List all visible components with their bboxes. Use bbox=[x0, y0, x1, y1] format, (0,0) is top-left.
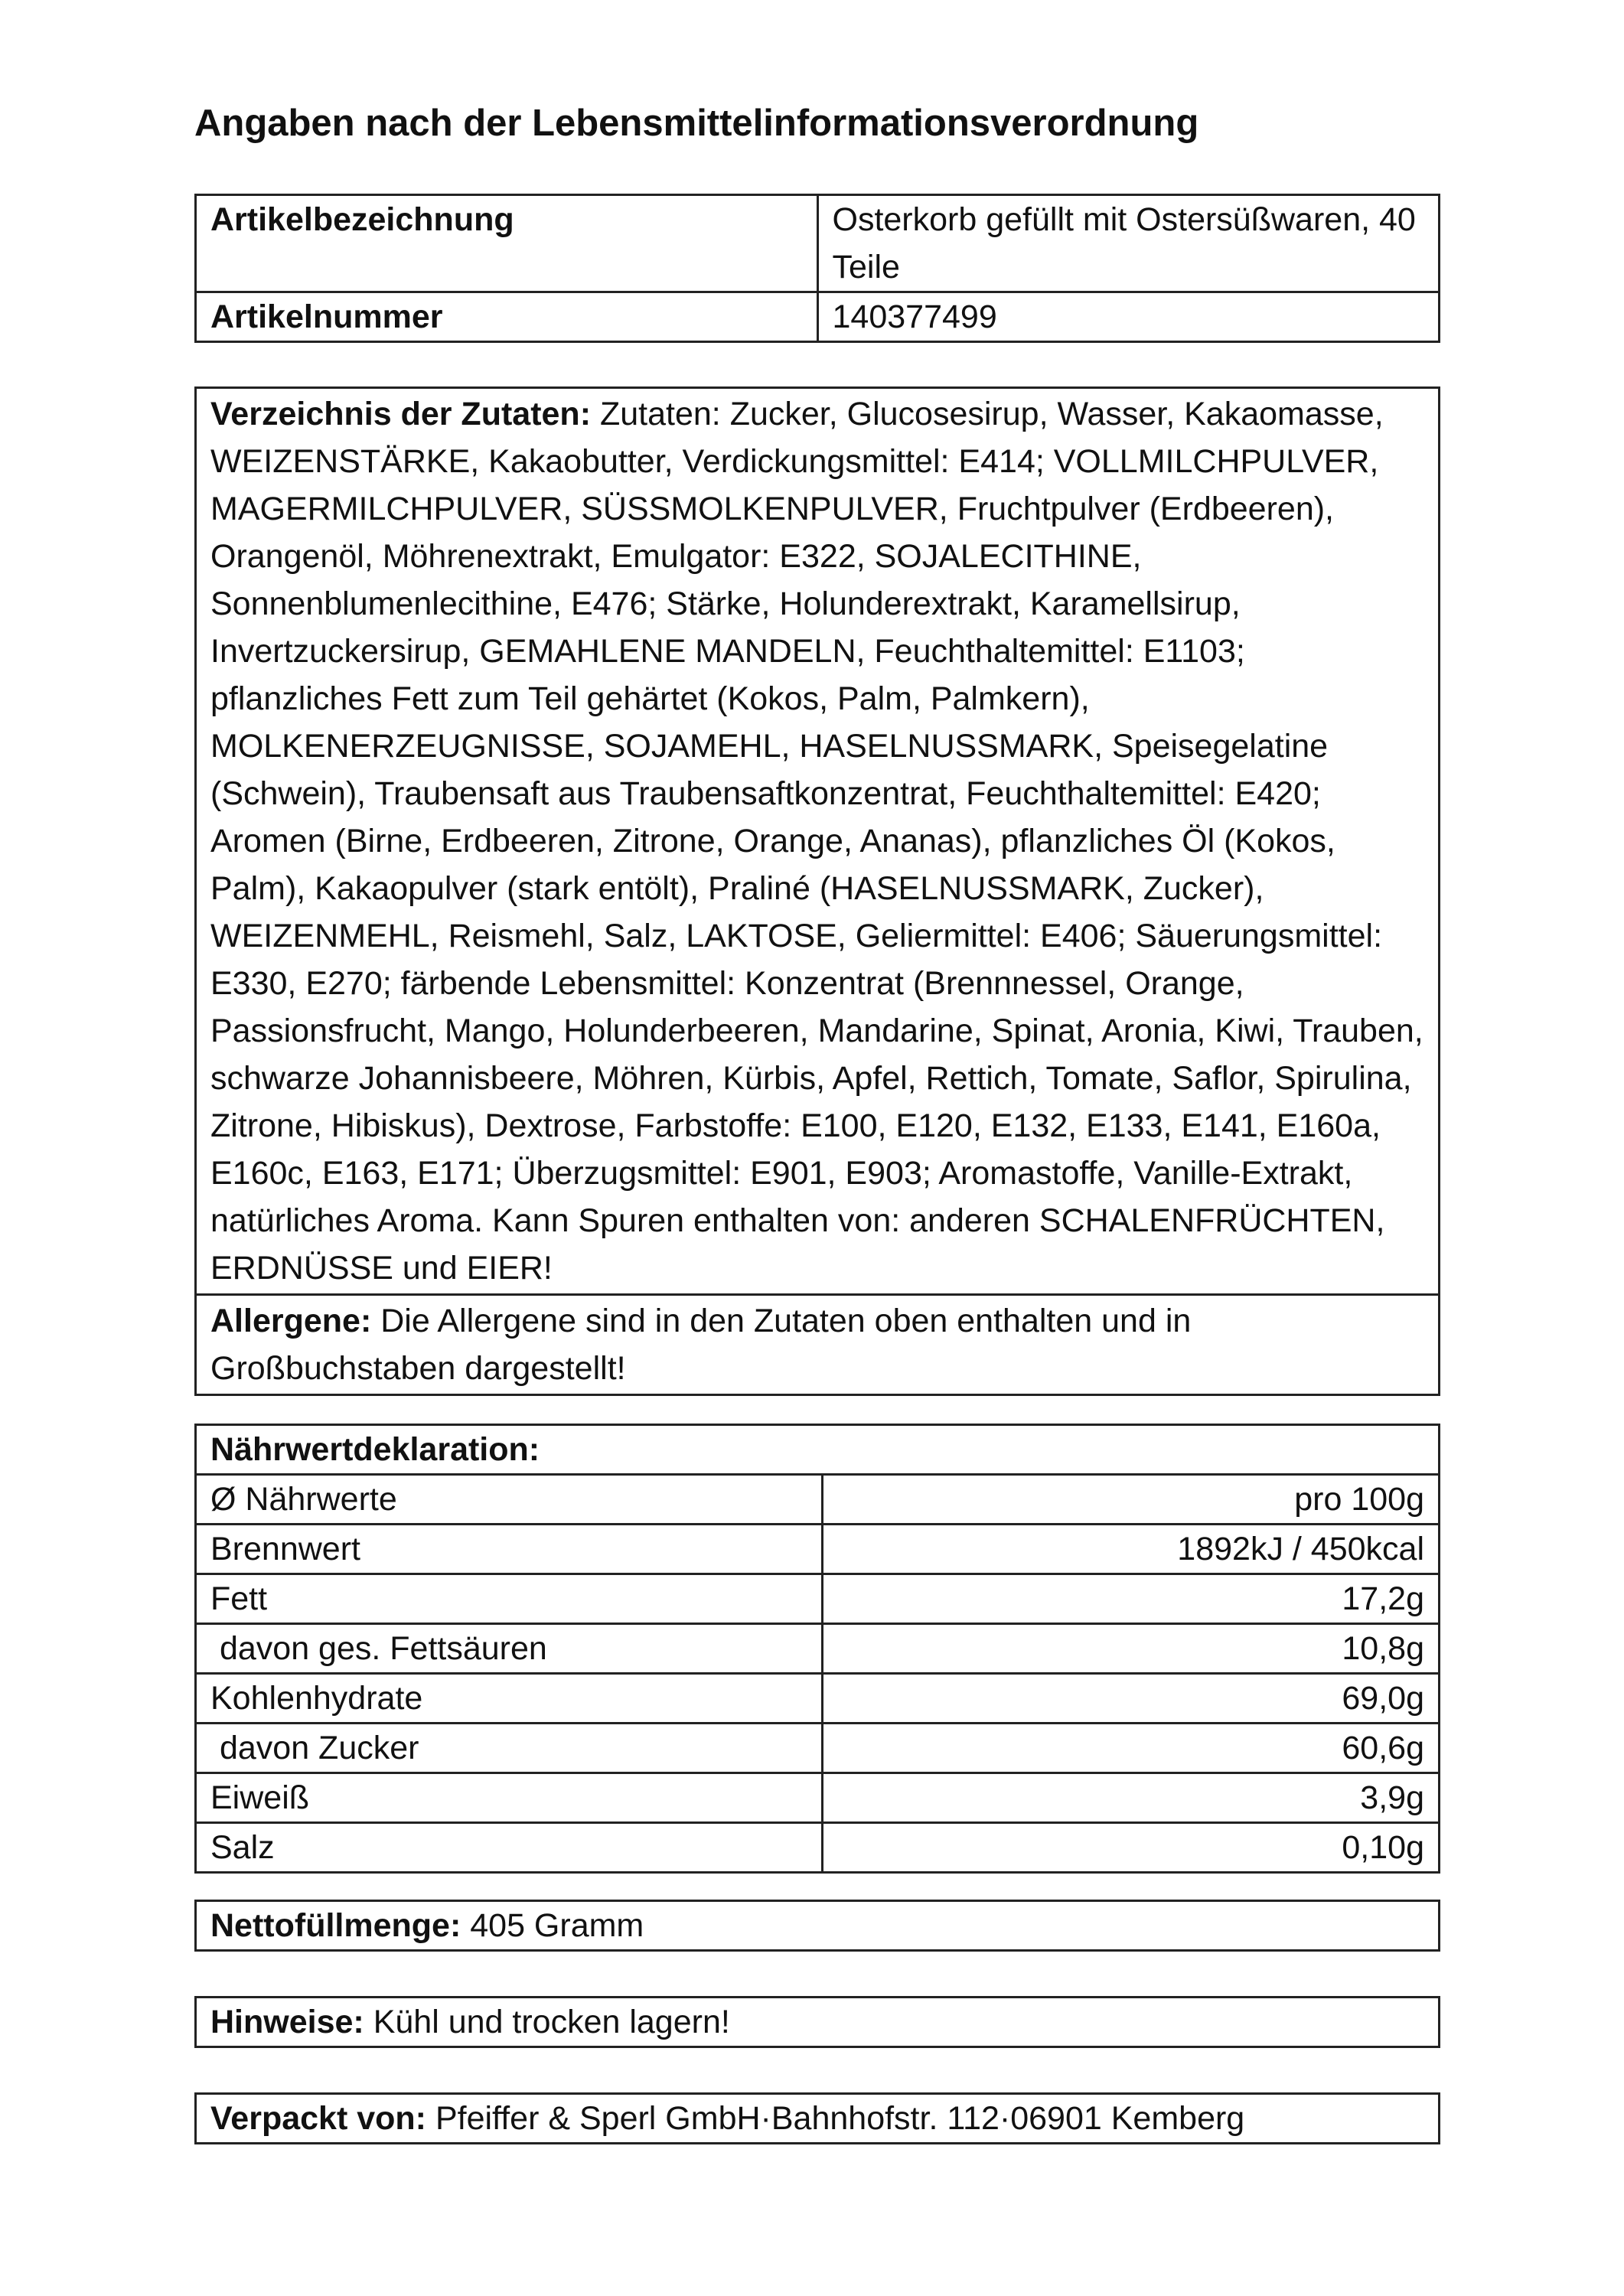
nutrition-header-value: pro 100g bbox=[823, 1475, 1440, 1525]
article-table bbox=[194, 194, 1440, 343]
net-quantity-cell bbox=[196, 1901, 1440, 1951]
packer-label: Verpackt von: bbox=[210, 2100, 426, 2137]
net-quantity-row bbox=[196, 1901, 1440, 1951]
packer-row bbox=[196, 2094, 1440, 2144]
article-number-label: Artikelnummer bbox=[196, 292, 818, 342]
nutrient-name: Kohlenhydrate bbox=[196, 1674, 823, 1724]
ingredients-row bbox=[196, 388, 1440, 1295]
nutrient-name: Brennwert bbox=[196, 1525, 823, 1574]
hints-value: Kühl und trocken lagern! bbox=[373, 2004, 730, 2040]
nutrient-value: 10,8g bbox=[823, 1624, 1440, 1674]
page-title: Angaben nach der Lebensmittelinformationsverordnung bbox=[194, 103, 1199, 144]
nutrient-value: 1892kJ / 450kcal bbox=[823, 1525, 1440, 1574]
nutrition-row bbox=[196, 1773, 1440, 1823]
nutrition-row bbox=[196, 1624, 1440, 1674]
nutrient-name: davon ges. Fettsäuren bbox=[196, 1624, 823, 1674]
hints-table bbox=[194, 1996, 1440, 2048]
net-quantity-table bbox=[194, 1900, 1440, 1952]
nutrient-value: 3,9g bbox=[823, 1773, 1440, 1823]
packer-value: Pfeiffer & Sperl GmbH·Bahnhofstr. 112·06901 Kemberg bbox=[435, 2100, 1245, 2137]
hints-label: Hinweise: bbox=[210, 2004, 364, 2040]
ingredients-table bbox=[194, 386, 1440, 1396]
allergens-label: Allergene: bbox=[210, 1303, 372, 1339]
allergens-text: Die Allergene sind in den Zutaten oben enthalten und in Großbuchstaben dargestellt! bbox=[210, 1303, 1192, 1387]
nutrition-row bbox=[196, 1823, 1440, 1873]
ingredients-text: Zutaten: Zucker, Glucosesirup, Wasser, Kakaomasse, WEIZENSTÄRKE, Kakaobutter, Verdickungsmittel: E414; VOLLMILCHPULVER, MAGERMILCHPULVER, SÜSSMOLKENPULVER, Fruchtpulver (Erdbeeren), Orangenöl, Möhrenextrakt, Emulgator: E322, SOJALECITHINE, Sonnenblumenlecithine, E476; Stärke, Holunderextrakt, Karamellsirup, Invertzuckersirup, GEMAHLENE MANDELN, Feuchthaltemittel: E1103; pflanzliches Fett zum Teil gehärtet (Kokos, Palm, Palmkern), MOLKENERZEUGNISSE, SOJAMEHL, HASELNUSSMARK, Speisegelatine (Schwein), Traubensaft aus Traubensaftkonzentrat, Feuchthaltemittel: E420; Aromen (Birne, Erdbeeren, Zitrone, Orange, Ananas), pflanzliches Öl (Kokos, Palm), Kakaopulver (stark entölt), Praliné (HASELNUSSMARK, Zucker), WEIZENMEHL, Reismehl, Salz, LAKTOSE, Geliermittel: E406; Säuerungsmittel: E330, E270; färbende Lebensmittel: Konzentrat (Brennnessel, Orange, Passionsfrucht, Mango, Holunderbeeren, Mandarine, Spinat, Aronia, Kiwi, Trauben, schwarze Johannisbeere, Möhren, Kürbis, Apfel, Rettich, Tomate, Saflor, Spirulina, Zitrone, Hibiskus), Dextrose, Farbstoffe: E100, E120, E132, E133, E141, E160a, E160c, E163, E171; Überzugsmittel: E901, E903; Aromastoffe, Vanille-Extrakt, natürliches Aroma. Kann Spuren enthalten von: anderen SCHALENFRÜCHTEN, ERDNÜSSE und EIER! bbox=[210, 396, 1423, 1287]
allergens-row bbox=[196, 1295, 1440, 1395]
net-quantity-value: 405 Gramm bbox=[470, 1907, 644, 1944]
article-number-value: 140377499 bbox=[817, 292, 1440, 342]
hints-row bbox=[196, 1998, 1440, 2047]
nutrition-table bbox=[194, 1424, 1440, 1874]
article-name-row bbox=[196, 195, 1440, 292]
packer-table bbox=[194, 2092, 1440, 2144]
nutrition-heading-row bbox=[196, 1425, 1440, 1475]
nutrient-name: davon Zucker bbox=[196, 1724, 823, 1773]
article-number-row bbox=[196, 292, 1440, 342]
nutrition-heading: Nährwertdeklaration: bbox=[196, 1425, 1440, 1475]
nutrition-row bbox=[196, 1674, 1440, 1724]
nutrition-row bbox=[196, 1574, 1440, 1624]
hints-cell bbox=[196, 1998, 1440, 2047]
allergens-cell bbox=[196, 1295, 1440, 1395]
nutrition-row bbox=[196, 1525, 1440, 1574]
article-name-value: Osterkorb gefüllt mit Ostersüßwaren, 40 Teile bbox=[817, 195, 1440, 292]
nutrient-name: Fett bbox=[196, 1574, 823, 1624]
nutrient-name: Eiweiß bbox=[196, 1773, 823, 1823]
nutrient-value: 60,6g bbox=[823, 1724, 1440, 1773]
nutrition-header-row bbox=[196, 1475, 1440, 1525]
nutrient-value: 17,2g bbox=[823, 1574, 1440, 1624]
nutrient-value: 0,10g bbox=[823, 1823, 1440, 1873]
net-quantity-label: Nettofüllmenge: bbox=[210, 1907, 461, 1944]
nutrient-name: Salz bbox=[196, 1823, 823, 1873]
nutrient-value: 69,0g bbox=[823, 1674, 1440, 1724]
ingredients-label: Verzeichnis der Zutaten: bbox=[210, 396, 592, 432]
nutrition-row bbox=[196, 1724, 1440, 1773]
nutrition-header-name: Ø Nährwerte bbox=[196, 1475, 823, 1525]
packer-cell bbox=[196, 2094, 1440, 2144]
article-name-label: Artikelbezeichnung bbox=[196, 195, 818, 292]
ingredients-cell bbox=[196, 388, 1440, 1295]
